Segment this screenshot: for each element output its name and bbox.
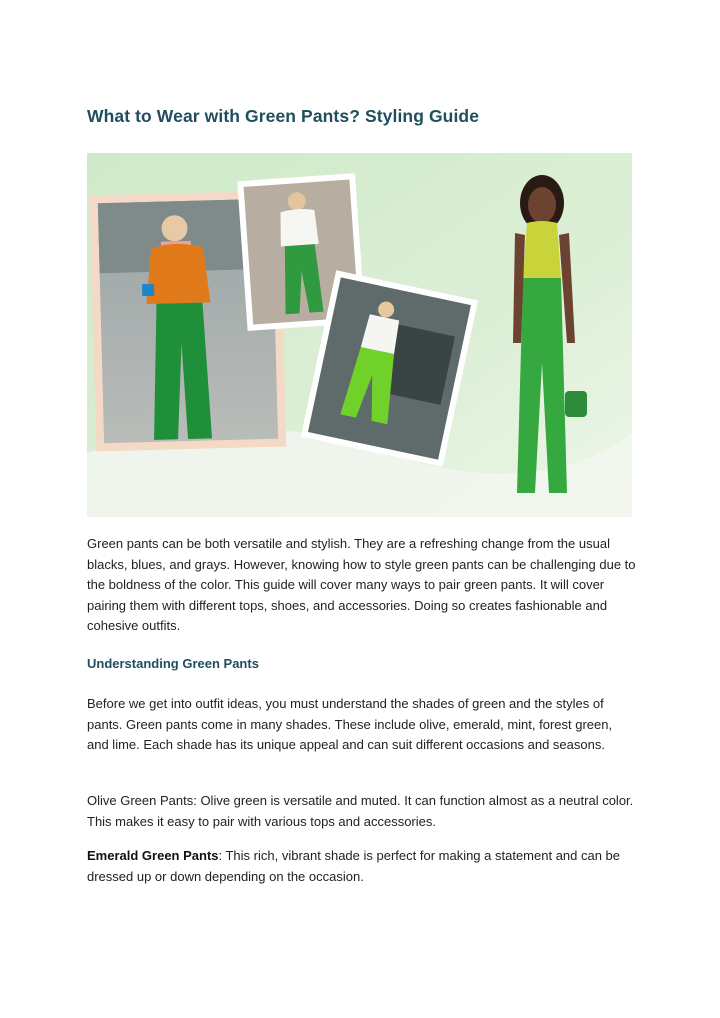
emerald-body: : This rich, vibrant shade is perfect for making a statement and can be dressed up or down depending on the occasion.	[87, 848, 621, 884]
emerald-label: Emerald Green Pants	[87, 848, 219, 863]
photo-collage-icon	[87, 153, 632, 517]
hero-image	[87, 153, 632, 517]
olive-paragraph: Olive Green Pants: Olive green is versatile and muted. It can function almost as a neutral color. This makes it easy to pair with various tops and accessories.	[87, 793, 634, 829]
page-title: What to Wear with Green Pants? Styling Guide	[87, 106, 480, 126]
intro-paragraph: Green pants can be both versatile and stylish. They are a refreshing change from the usual blacks, blues, and grays. However, knowing how to style green pants can be challenging due to the boldness of the color. This guide will cover many ways to pair green pants. It will cover pairing them with different tops, shoes, and accessories. Doing so creates fashionable and cohesive outfits.	[87, 536, 636, 634]
emerald-paragraph	[87, 846, 637, 887]
section-heading-understanding: Understanding Green Pants	[87, 656, 259, 671]
understanding-paragraph: Before we get into outfit ideas, you must understand the shades of green and the styles of pants. Green pants come in many shades. These include olive, emerald, mint, forest green, and lime. Each shade has its unique appeal and can suit different occasions and seasons.	[87, 696, 613, 753]
